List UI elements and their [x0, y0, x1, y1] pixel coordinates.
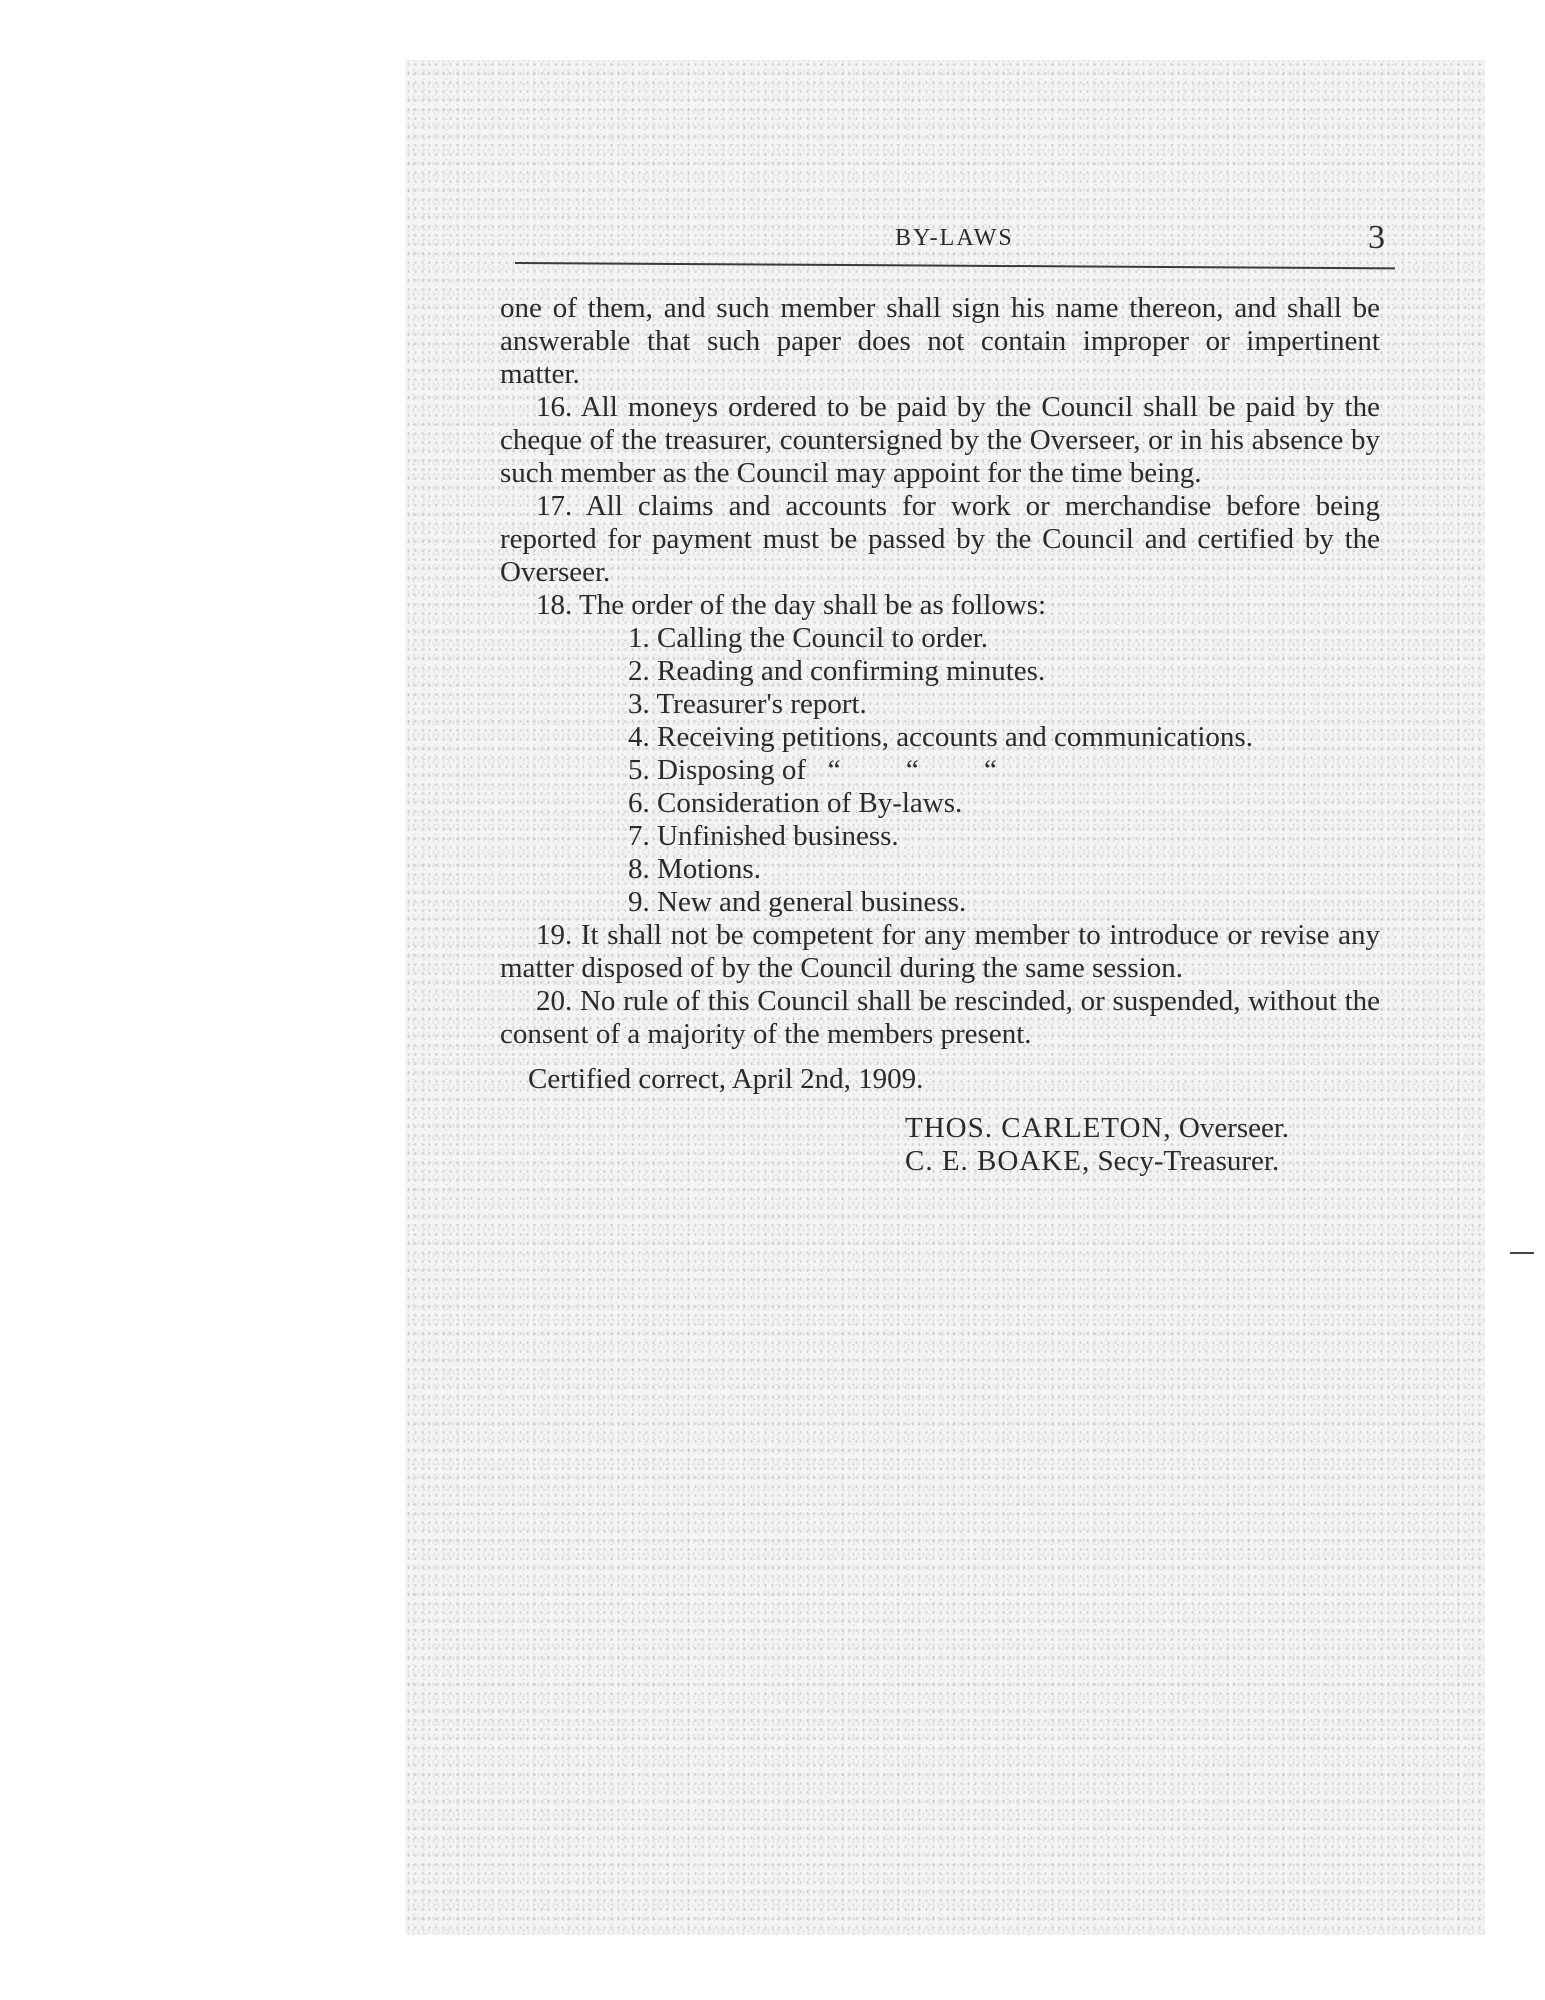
list-item: 5. Disposing of “ “ “	[628, 754, 997, 786]
certification-line: Certified correct, April 2nd, 1909.	[528, 1063, 924, 1095]
list-item: 4. Receiving petitions, accounts and communications.	[628, 721, 1253, 753]
page-header	[515, 219, 1385, 265]
list-item: 6. Consideration of By-laws.	[628, 787, 963, 819]
paragraph-16: 16. All moneys ordered to be paid by the Council shall be paid by the cheque of the treasurer, countersigned by the Overseer, or in his absence by such member as the Council may appoint for the time being.	[500, 391, 1380, 489]
signatory-name: THOS. CARLETON,	[905, 1112, 1172, 1144]
signatory-role: Overseer.	[1178, 1112, 1290, 1144]
paragraph-20: 20. No rule of this Council shall be rescinded, or suspended, without the consent of a majority of the members present.	[500, 985, 1380, 1050]
margin-mark	[1510, 1252, 1534, 1254]
signatory-role: Secy-Treasurer.	[1097, 1145, 1280, 1177]
list-item: 7. Unfinished business.	[628, 820, 899, 852]
paragraph-17: 17. All claims and accounts for work or merchandise before being reported for payment must be passed by the Council and certified by the Overseer.	[500, 490, 1380, 588]
signatory-name: C. E. BOAKE,	[905, 1145, 1091, 1177]
paragraph-18: 18. The order of the day shall be as follows:	[536, 589, 1047, 621]
list-item: 2. Reading and confirming minutes.	[628, 655, 1046, 687]
list-item: 3. Treasurer's report.	[628, 688, 867, 720]
paragraph-15-continued: one of them, and such member shall sign his name thereon, and shall be answerable that such paper does not contain improper or impertinent matter.	[500, 292, 1380, 390]
signatory-overseer	[905, 1112, 1380, 1145]
signature-block	[905, 1112, 1380, 1178]
paragraph-19: 19. It shall not be competent for any member to introduce or revise any matter disposed of by the Council during the same session.	[500, 919, 1380, 984]
list-item: 8. Motions.	[628, 853, 761, 885]
running-title: BY-LAWS	[895, 225, 1014, 251]
page-number: 3	[1368, 219, 1385, 256]
order-of-the-day-list	[628, 622, 1380, 919]
list-item: 9. New and general business.	[628, 886, 967, 918]
list-item: 1. Calling the Council to order.	[628, 622, 989, 654]
signatory-treasurer	[905, 1145, 1380, 1178]
bylaws-text	[500, 292, 1380, 1178]
